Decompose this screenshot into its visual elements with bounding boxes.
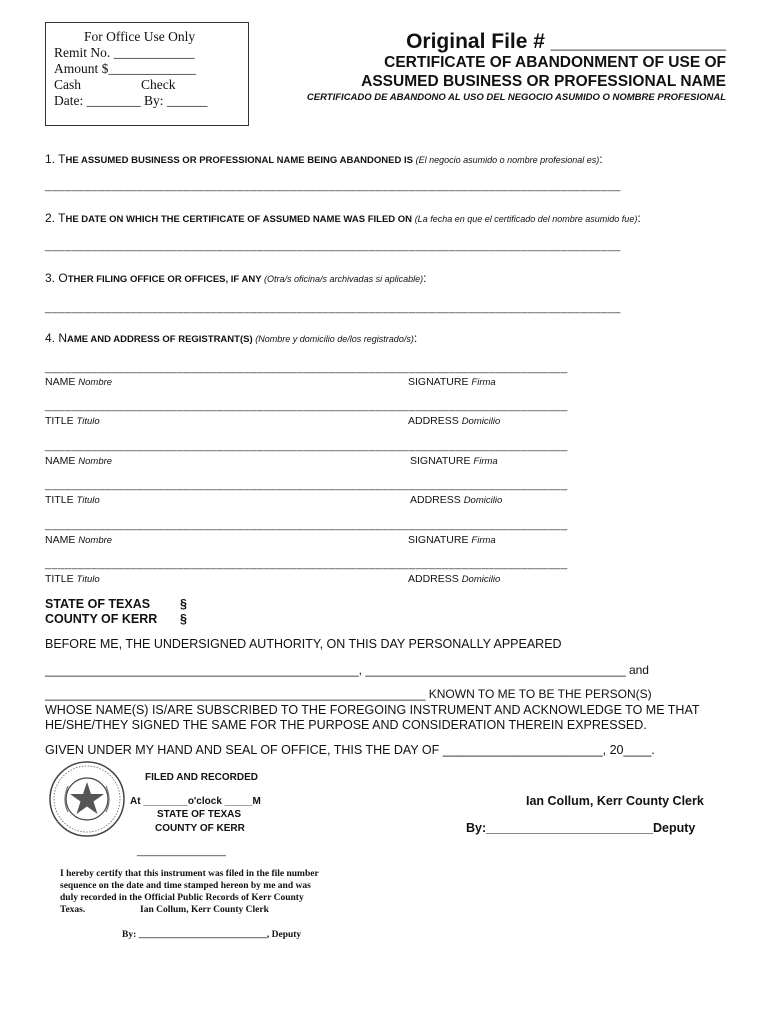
venue-state: STATE OF TEXAS: [45, 597, 151, 611]
clerk-deputy-line[interactable]: By:________________________Deputy: [466, 821, 696, 835]
filed-county: COUNTY OF KERR: [155, 823, 245, 834]
address-label: ADDRESS Domicilio: [408, 573, 501, 585]
original-file-number[interactable]: Original File # _______________: [406, 30, 726, 53]
certify-clerk-name: Ian Collum, Kerr County Clerk: [140, 905, 269, 915]
form-title-line1: CERTIFICATE OF ABANDONMENT OF USE OF: [384, 54, 726, 71]
certify-line-1: I hereby certify that this instrument was filed in the file number: [60, 869, 319, 879]
form-title-line2: ASSUMED BUSINESS OR PROFESSIONAL NAME: [361, 73, 726, 90]
name-label: NAME Nombre: [45, 534, 113, 546]
title-label: TITLE Titulo: [45, 494, 100, 506]
registrant-2-title-line[interactable]: _______________________________________________________________________________: [45, 479, 568, 491]
signed-statement: HE/SHE/THEY SIGNED THE SAME FOR THE PURPOSE AND CONSIDERATION THEREIN EXPRESSED.: [45, 718, 647, 732]
office-use-box: [45, 22, 249, 126]
cash-option[interactable]: Cash: [54, 77, 81, 92]
address-label: ADDRESS Domicilio: [410, 494, 503, 506]
section-symbol: §: [180, 597, 187, 611]
question-1: 1. THE ASSUMED BUSINESS OR PROFESSIONAL NAME BEING ABANDONED IS (El negocio asumido o nombre profesional es):: [45, 152, 603, 166]
name-label: NAME Nombre: [45, 455, 113, 467]
signature-label: SIGNATURE Firma: [410, 455, 498, 467]
registrant-3-line[interactable]: _______________________________________________________________________________: [45, 519, 568, 531]
form-subtitle-spanish: CERTIFICADO DE ABANDONO AL USO DEL NEGOCIO ASUMIDO O NOMBRE PROFESIONAL: [306, 92, 726, 103]
filed-state: STATE OF TEXAS: [157, 809, 242, 820]
registrant-1-line[interactable]: _______________________________________________________________________________: [45, 362, 568, 374]
clerk-name: Ian Collum, Kerr County Clerk: [526, 794, 704, 808]
appeared-names-line[interactable]: _______________________________________________, _______________________________________ and: [45, 663, 649, 677]
name-label: NAME Nombre: [45, 376, 113, 388]
answer-line-2[interactable]: _______________________________________________________________________________________: [45, 240, 621, 252]
question-3: 3. OTHER FILING OFFICE OR OFFICES, IF ANY (Otra/s oficina/s archivadas si aplicable):: [45, 271, 427, 285]
question-2: 2. THE DATE ON WHICH THE CERTIFICATE OF ASSUMED NAME WAS FILED ON (La fecha en que el certificado del nombre asumido fue):: [45, 211, 641, 225]
certify-line-3: duly recorded in the Official Public Records of Kerr County: [60, 893, 304, 903]
signature-label: SIGNATURE Firma: [408, 534, 496, 546]
county-seal-icon: [48, 760, 126, 838]
title-label: TITLE Titulo: [45, 415, 100, 427]
amount-field[interactable]: Amount $_____________: [54, 61, 197, 76]
whose-names-statement: WHOSE NAME(S) IS/ARE SUBSCRIBED TO THE FOREGOING INSTRUMENT AND ACKNOWLEDGE TO ME THAT: [45, 703, 700, 717]
check-option[interactable]: Check: [141, 77, 176, 92]
certify-line-2: sequence on the date and time stamped hereon by me and was: [60, 881, 311, 891]
filed-blank-line[interactable]: ________________: [137, 846, 226, 857]
before-me-statement: BEFORE ME, THE UNDERSIGNED AUTHORITY, ON THIS DAY PERSONALLY APPEARED: [45, 637, 562, 651]
remit-no-field[interactable]: Remit No. ____________: [54, 45, 195, 60]
office-use-title: For Office Use Only: [84, 29, 196, 44]
question-4: 4. NAME AND ADDRESS OF REGISTRANT(S) (Nombre y domicilio de/los registrado/s):: [45, 331, 418, 345]
signature-label: SIGNATURE Firma: [408, 376, 496, 388]
address-label: ADDRESS Domicilio: [408, 415, 501, 427]
registrant-3-title-line[interactable]: _______________________________________________________________________________: [45, 558, 568, 570]
known-person-line[interactable]: _________________________________________________________ KNOWN TO ME TO BE THE PERSON(S): [45, 687, 652, 701]
filed-time-field[interactable]: At ________o'clock _____M: [130, 796, 261, 807]
answer-line-1[interactable]: _______________________________________________________________________________________: [45, 180, 621, 192]
registrant-1-title-line[interactable]: _______________________________________________________________________________: [45, 400, 568, 412]
answer-line-3[interactable]: _______________________________________________________________________________________: [45, 302, 621, 314]
section-symbol: §: [180, 612, 187, 626]
registrant-2-line[interactable]: _______________________________________________________________________________: [45, 440, 568, 452]
filed-recorded-title: FILED AND RECORDED: [145, 772, 258, 783]
title-label: TITLE Titulo: [45, 573, 100, 585]
date-by-field[interactable]: Date: ________ By: ______: [54, 93, 208, 108]
certify-line-4: Texas.: [60, 905, 86, 915]
given-under-hand-line[interactable]: GIVEN UNDER MY HAND AND SEAL OF OFFICE, THIS THE DAY OF _______________________, 20____.: [45, 743, 655, 757]
certify-deputy-line[interactable]: By: ___________________________, Deputy: [122, 930, 302, 940]
venue-county: COUNTY OF KERR: [45, 612, 158, 626]
